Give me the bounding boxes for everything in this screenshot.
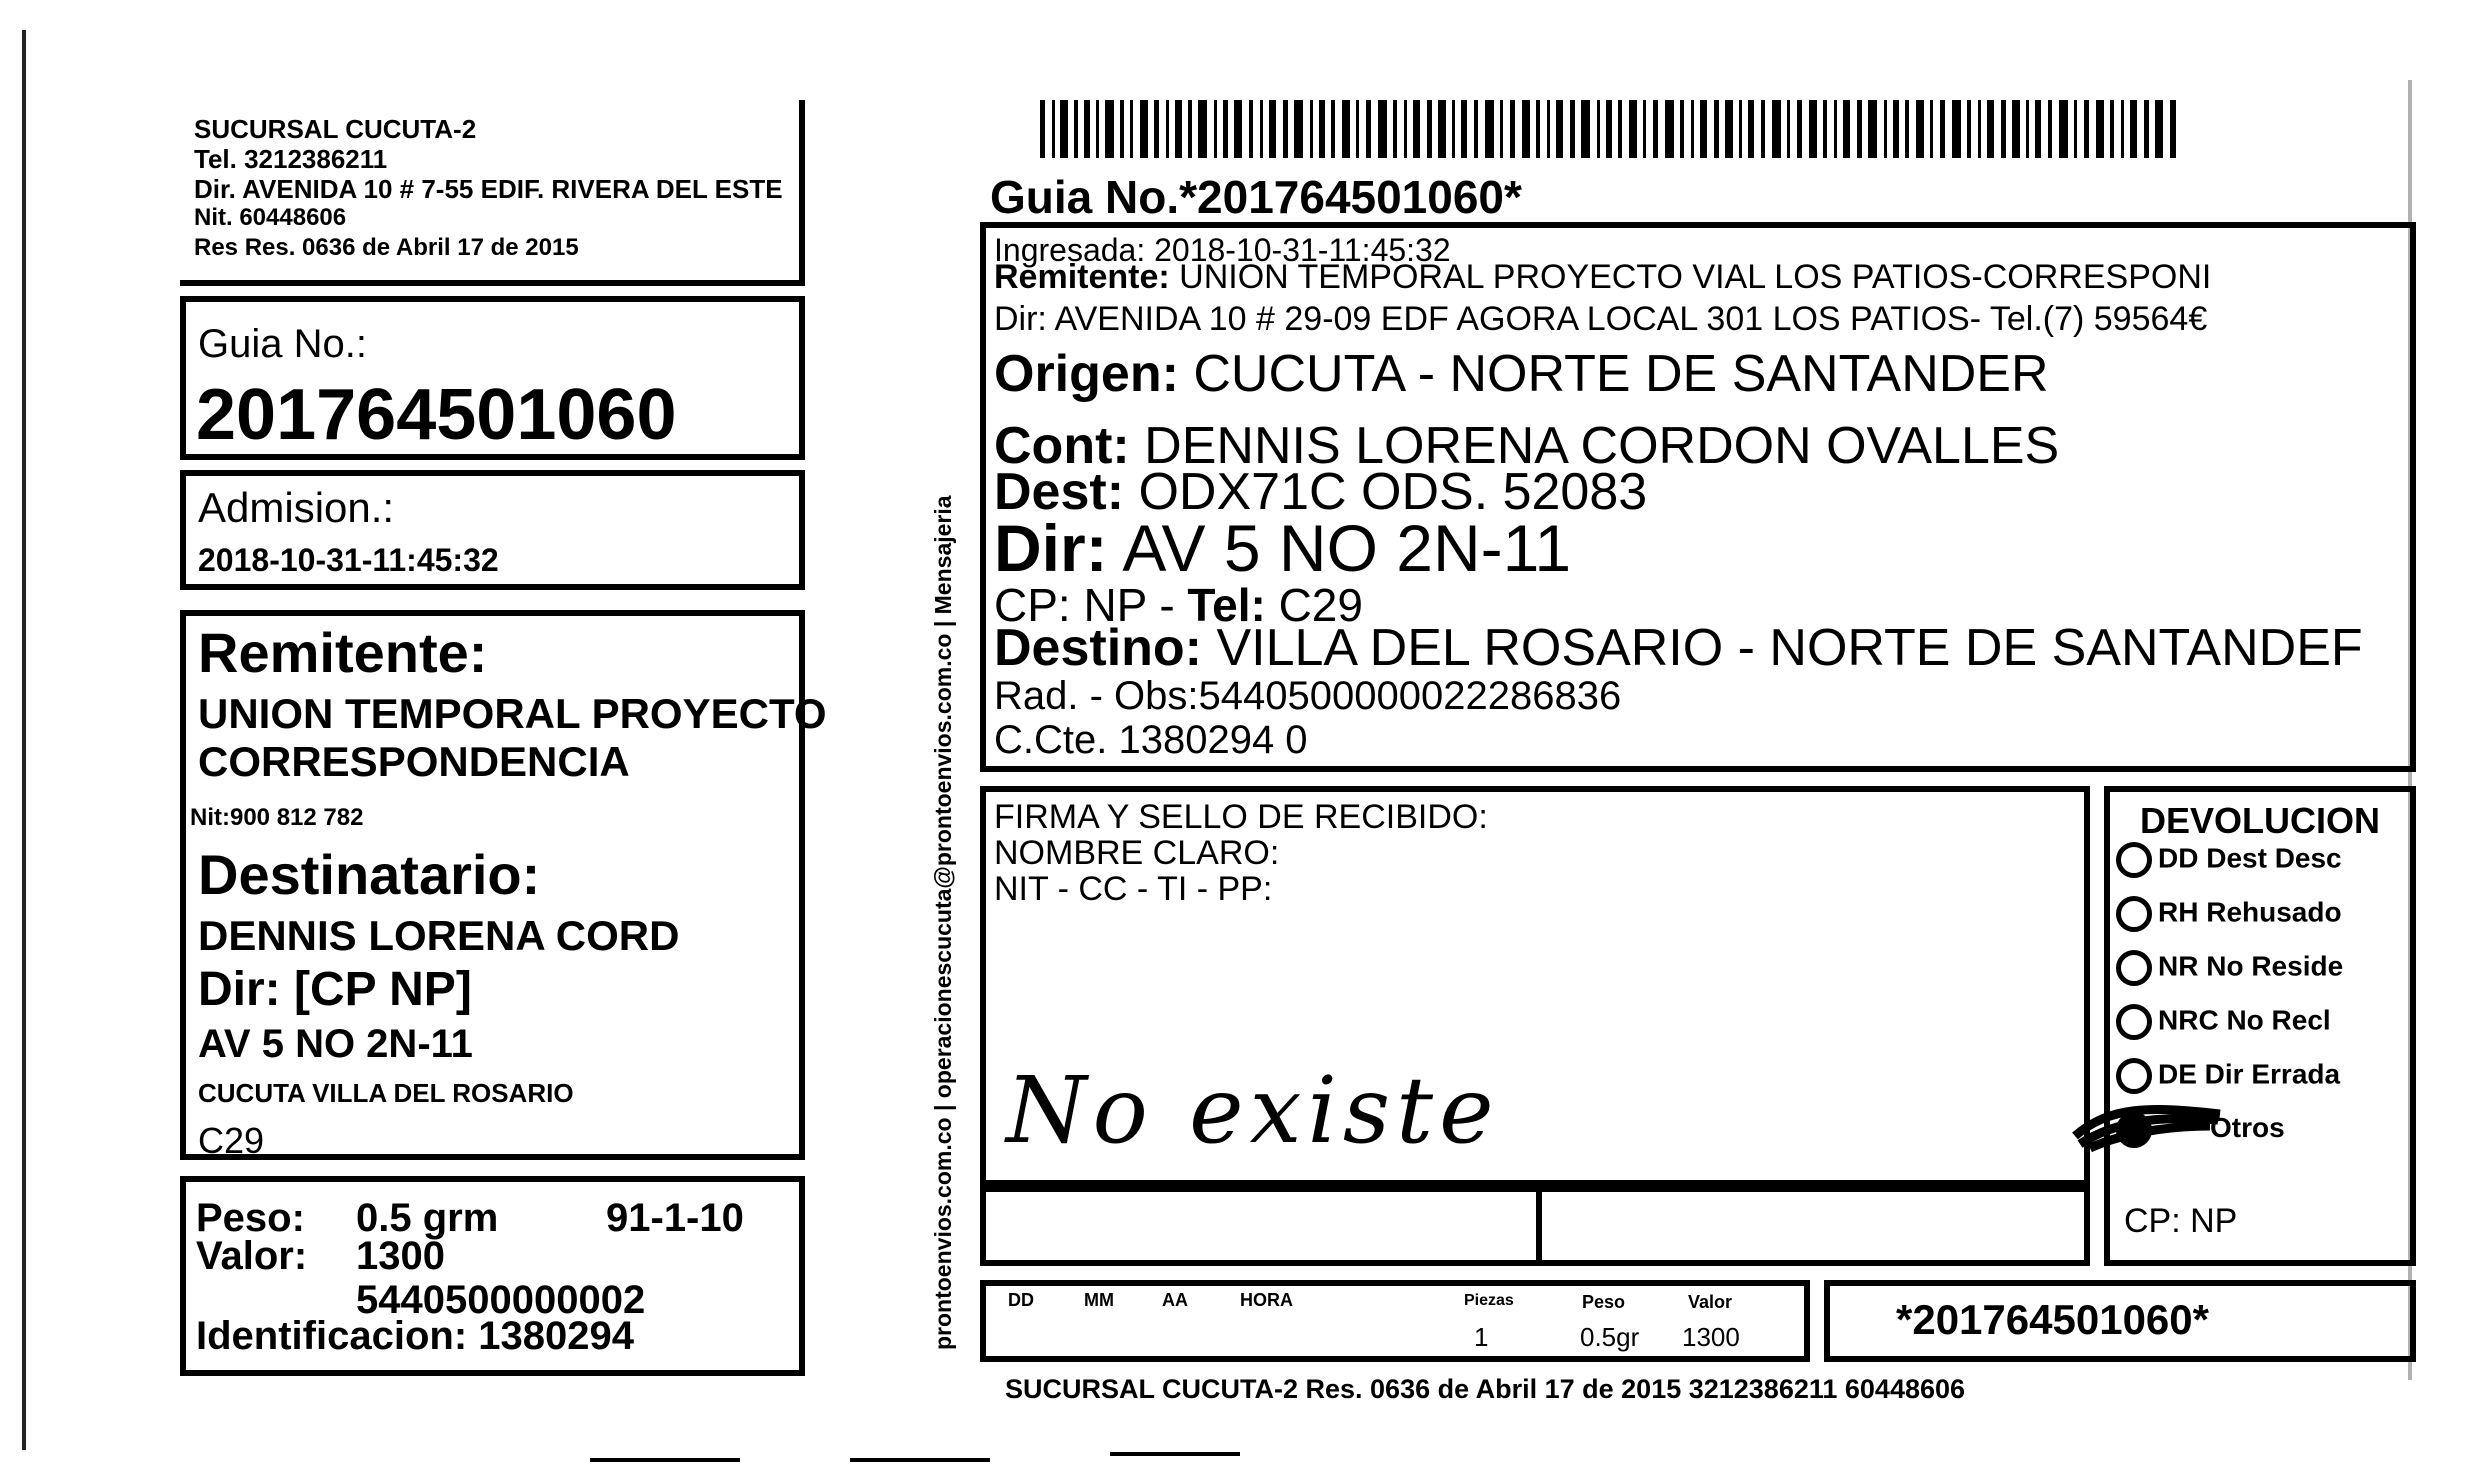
dir2-value: AV 5 NO 2N-11: [1122, 511, 1572, 585]
cont-label: Cont:: [994, 417, 1130, 475]
rad-obs: Rad. - Obs:5440500000022286836: [994, 674, 1622, 718]
guia-number: 201764501060: [196, 375, 677, 455]
destino-line: [994, 618, 2363, 678]
identificacion: Identificacion: 1380294: [196, 1314, 634, 1358]
admision-box: [180, 470, 805, 590]
destinatario-code: C29: [198, 1120, 265, 1161]
scan-line-bottom-1: [590, 1458, 740, 1462]
admision-value: 2018-10-31-11:45:32: [198, 542, 499, 578]
remitente-line: [994, 258, 2211, 297]
branch-nit: Nit. 60448606: [194, 204, 347, 231]
destinatario-label: Destinatario:: [198, 843, 541, 906]
radio-icon: [2116, 1004, 2152, 1040]
signature-field-left[interactable]: [980, 1186, 1542, 1266]
remitente-label: Remitente:: [198, 621, 488, 684]
header-mm: MM: [1084, 1290, 1114, 1310]
destino-label: Destino:: [994, 619, 1202, 677]
cp-text: CP: NP -: [994, 579, 1188, 631]
nit-cc: NIT - CC - TI - PP:: [994, 870, 1273, 908]
main-info-box: [980, 222, 2416, 772]
branch-tel: Tel. 3212386211: [194, 144, 388, 174]
footer-text: SUCURSAL CUCUTA-2 Res. 0636 de Abril 17 de 2015 3212386211 60448606: [1005, 1374, 1966, 1404]
destino-value: VILLA DEL ROSARIO - NORTE DE SANTANDEF: [1216, 619, 2363, 677]
peso-code: 91-1-10: [606, 1196, 744, 1240]
address-box: [180, 610, 827, 1161]
devolucion-cp: CP: NP: [2124, 1202, 2238, 1240]
valor-label: Valor:: [196, 1234, 308, 1278]
peso-value: 0.5 grm: [356, 1196, 499, 1240]
devolucion-box: [2104, 786, 2416, 1266]
cell-peso: 0.5gr: [1580, 1322, 1640, 1352]
devolucion-option-de[interactable]: [2116, 1058, 2340, 1094]
admision-label: Admision.:: [198, 484, 395, 531]
guia-title: Guia No.*201764501060*: [990, 171, 1522, 223]
devolucion-option-nr[interactable]: [2116, 950, 2343, 986]
cell-valor: 1300: [1682, 1322, 1740, 1352]
option-label: RH Rehusado: [2158, 896, 2342, 928]
barcode-text-box: [1824, 1280, 2416, 1362]
radio-icon: [2116, 842, 2152, 878]
guia-label: Guia No.:: [198, 322, 367, 366]
scan-line-bottom-2: [850, 1458, 990, 1462]
sender-dir: Dir: AVENIDA 10 # 29-09 EDF AGORA LOCAL 301 LOS PATIOS- Tel.(7) 59564€: [994, 300, 2208, 338]
guia-box: [180, 296, 805, 460]
radio-icon: [2116, 950, 2152, 986]
option-label: Otros: [2210, 1112, 2285, 1144]
ingresada: Ingresada: 2018-10-31-11:45:32: [994, 232, 1451, 268]
header-valor: Valor: [1688, 1292, 1733, 1312]
remitente-value-right: UNION TEMPORAL PROYECTO VIAL LOS PATIOS-CORRESPONI: [1179, 258, 2212, 296]
info-table: [980, 1280, 1810, 1362]
radio-icon: [2116, 1058, 2152, 1094]
destinatario-addr: AV 5 NO 2N-11: [198, 1022, 473, 1066]
side-contact-text: prontoenvios.com.co | operacionescucuta@prontoenvios.com.co | Mensajeria: [930, 495, 956, 1350]
cont-value: DENNIS LORENA CORDON OVALLES: [1144, 417, 2060, 475]
option-label: DE Dir Errada: [2158, 1058, 2341, 1090]
origen-label: Origen:: [994, 345, 1179, 403]
option-label: DD Dest Desc: [2158, 842, 2342, 874]
signature-field-right[interactable]: [1536, 1186, 2090, 1266]
branch-name: SUCURSAL CUCUTA-2: [194, 114, 477, 144]
header-peso: Peso: [1582, 1292, 1626, 1312]
header-aa: AA: [1162, 1290, 1188, 1310]
valor-value: 1300: [356, 1234, 445, 1278]
ref-number: 5440500000002: [356, 1278, 646, 1322]
origen-value: CUCUTA - NORTE DE SANTANDER: [1193, 345, 2049, 403]
barcode: [1040, 100, 2190, 158]
destinatario-dir: Dir: [CP NP]: [198, 963, 472, 1016]
devolucion-option-rh[interactable]: [2116, 896, 2342, 932]
ccte: C.Cte. 1380294 0: [994, 718, 1308, 762]
dir2-line: [994, 510, 1571, 586]
remitente-nit: Nit:900 812 782: [190, 804, 364, 831]
remitente-line2: CORRESPONDENCIA: [198, 738, 630, 785]
nombre-claro: NOMBRE CLARO:: [994, 834, 1280, 872]
remitente-line1: UNION TEMPORAL PROYECTO: [198, 690, 827, 737]
destinatario-name: DENNIS LORENA CORD: [198, 912, 680, 959]
dir2-label: Dir:: [994, 511, 1108, 585]
tel-label: Tel:: [1187, 579, 1266, 631]
cell-piezas: 1: [1474, 1322, 1489, 1352]
header-dd: DD: [1008, 1290, 1034, 1310]
scribble-mark: [2070, 1096, 2230, 1156]
remitente-label-right: Remitente:: [994, 258, 1170, 296]
firma-title: FIRMA Y SELLO DE RECIBIDO:: [994, 798, 1488, 836]
dest-value: ODX71C ODS. 52083: [1138, 463, 1648, 521]
dest-label: Dest:: [994, 463, 1125, 521]
origen-line: [994, 344, 2049, 404]
branch-res: Res Res. 0636 de Abril 17 de 2015: [194, 234, 579, 261]
destinatario-city: CUCUTA VILLA DEL ROSARIO: [198, 1078, 574, 1108]
tel-value: C29: [1278, 579, 1363, 631]
firma-box: [980, 786, 2090, 1186]
option-label: NRC No Recl: [2158, 1004, 2331, 1036]
handwriting: No existe: [1006, 1057, 1500, 1164]
branch-dir: Dir. AVENIDA 10 # 7-55 EDIF. RIVERA DEL ESTE: [194, 174, 783, 204]
devolucion-option-dd[interactable]: [2116, 842, 2342, 878]
scan-line-bottom-3: [1110, 1452, 1240, 1456]
radio-icon: [2116, 896, 2152, 932]
peso-box: [180, 1176, 805, 1376]
devolucion-option-nrc[interactable]: [2116, 1004, 2331, 1040]
peso-label: Peso:: [196, 1196, 305, 1240]
branch-header: [180, 100, 805, 286]
devolucion-title: DEVOLUCION: [2140, 800, 2381, 841]
header-piezas: Piezas: [1464, 1292, 1514, 1309]
option-label: NR No Reside: [2158, 950, 2344, 982]
header-hora: HORA: [1240, 1290, 1293, 1310]
barcode-text: *201764501060*: [1896, 1296, 2209, 1343]
scan-edge-left: [22, 30, 26, 1450]
